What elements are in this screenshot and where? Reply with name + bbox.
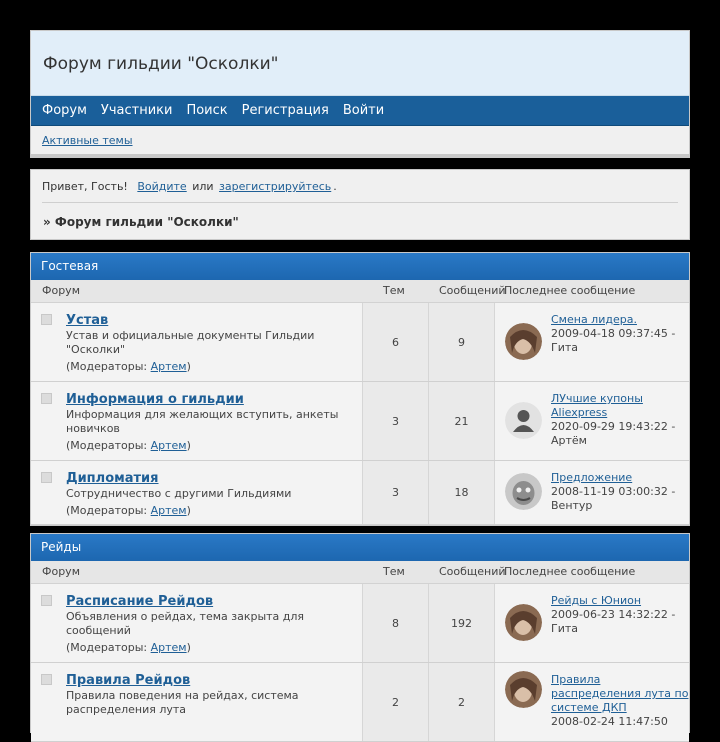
default-avatar-icon[interactable] (505, 402, 542, 439)
last-post-date: 2009-06-23 14:32:22 - (551, 608, 676, 621)
divider (42, 202, 678, 203)
forum-row (31, 303, 689, 382)
last-post-link[interactable]: Рейды с Юнион (551, 594, 642, 607)
nav-forum[interactable]: Форум (42, 103, 87, 118)
subnav (31, 126, 689, 147)
last-post (551, 392, 691, 448)
category-title[interactable]: Гостевая (31, 253, 689, 280)
post-count: 18 (428, 461, 494, 524)
last-post (551, 471, 691, 513)
last-post (551, 594, 691, 636)
category-title[interactable]: Рейды (31, 534, 689, 561)
moderator-link[interactable]: Артем (150, 439, 187, 452)
topic-count: 3 (362, 382, 428, 460)
col-last: Последнее сообщение (504, 284, 636, 297)
col-posts: Сообщений (439, 565, 506, 578)
last-post-author: Гита (551, 622, 579, 635)
topic-count: 3 (362, 461, 428, 524)
moderators (66, 504, 356, 518)
col-last: Последнее сообщение (504, 565, 636, 578)
nav-login[interactable]: Войти (342, 103, 385, 118)
post-count: 192 (428, 584, 494, 662)
col-topics: Тем (383, 284, 405, 297)
post-count: 9 (428, 303, 494, 381)
forum-status-icon (41, 595, 52, 606)
login-link[interactable]: Войдите (137, 180, 187, 193)
creature-avatar-icon[interactable] (505, 473, 542, 510)
girl-avatar-icon[interactable] (505, 604, 542, 641)
moderators (66, 641, 356, 655)
divider (31, 154, 689, 157)
greeting-line (42, 180, 337, 193)
forum-description (66, 610, 356, 655)
moderator-link[interactable]: Артем (150, 360, 187, 373)
last-post-author: Артём (551, 434, 587, 447)
col-forum: Форум (42, 565, 80, 578)
forum-link[interactable]: Расписание Рейдов (66, 594, 214, 609)
forum-row (31, 663, 689, 742)
forum-status-icon (41, 674, 52, 685)
nav-search[interactable]: Поиск (186, 103, 228, 118)
topic-count: 8 (362, 584, 428, 662)
forum-desc-text: Сотрудничество с другими Гильдиями (66, 487, 292, 500)
column-headers (31, 561, 689, 584)
register-link[interactable]: зарегистрируйтесь (219, 180, 332, 193)
main-nav (31, 96, 689, 126)
last-post-author: Вентур (551, 499, 593, 512)
greeting-panel (30, 169, 690, 240)
title-bar (31, 31, 689, 96)
girl-avatar-icon[interactable] (505, 671, 542, 708)
last-post-link[interactable]: ЛУчшие купоны Aliexpress (551, 392, 643, 419)
forum-desc-text: Устав и официальные документы Гильдии "Осколки" (66, 329, 315, 356)
col-forum: Форум (42, 284, 80, 297)
mods-label: (Модераторы: (66, 504, 151, 517)
last-post-author: Гита (551, 341, 579, 354)
period-text: . (333, 180, 337, 193)
category-raids (30, 533, 690, 733)
mods-label: (Модераторы: (66, 439, 151, 452)
mods-close: ) (186, 504, 191, 517)
forum-desc-text: Правила поведения на рейдах, система распределения лута (66, 689, 299, 716)
mods-label: (Модераторы: (66, 360, 151, 373)
category-guest (30, 252, 690, 526)
forum-description (66, 487, 356, 518)
forum-row (31, 584, 689, 663)
post-count: 21 (428, 382, 494, 460)
forum-status-icon (41, 472, 52, 483)
forum-description (66, 329, 356, 374)
forum-desc-text: Информация для желающих вступить, анкеты новичков (66, 408, 339, 435)
nav-register[interactable]: Регистрация (241, 103, 329, 118)
forum-status-icon (41, 393, 52, 404)
girl-avatar-icon[interactable] (505, 323, 542, 360)
post-count: 2 (428, 663, 494, 741)
col-topics: Тем (383, 565, 405, 578)
nav-members[interactable]: Участники (100, 103, 173, 118)
active-topics-link[interactable]: Активные темы (42, 134, 133, 147)
last-post-date: 2009-04-18 09:37:45 - (551, 327, 676, 340)
mods-close: ) (186, 360, 191, 373)
last-post-link[interactable]: Предложение (551, 471, 633, 484)
forum-desc-text: Объявления о рейдах, тема закрыта для сообщений (66, 610, 305, 637)
site-header (30, 30, 690, 158)
breadcrumb: » Форум гильдии "Осколки" (43, 215, 239, 229)
greeting-text: Привет, Гость! (42, 180, 128, 193)
forum-link[interactable]: Правила Рейдов (66, 673, 191, 688)
last-post (551, 673, 691, 729)
mods-label: (Модераторы: (66, 641, 151, 654)
last-post-date: 2008-11-19 03:00:32 - (551, 485, 676, 498)
moderators (66, 439, 356, 453)
last-post-link[interactable]: Правила распределения лута по системе ДКП (551, 673, 689, 714)
last-post-date: 2020-09-29 19:43:22 - (551, 420, 676, 433)
last-post (551, 313, 691, 355)
moderator-link[interactable]: Артем (150, 504, 187, 517)
column-headers (31, 280, 689, 303)
col-posts: Сообщений (439, 284, 506, 297)
forum-status-icon (41, 314, 52, 325)
forum-link[interactable]: Дипломатия (66, 471, 159, 486)
topic-count: 2 (362, 663, 428, 741)
site-title: Форум гильдии "Осколки" (43, 54, 279, 74)
mods-close: ) (186, 641, 191, 654)
forum-description (66, 408, 356, 453)
moderator-link[interactable]: Артем (150, 641, 187, 654)
forum-link[interactable]: Устав (66, 313, 109, 328)
mods-close: ) (186, 439, 191, 452)
or-text: или (192, 180, 214, 193)
last-post-date: 2008-02-24 11:47:50 (551, 715, 668, 728)
forum-row (31, 382, 689, 461)
forum-description (66, 689, 356, 717)
forum-row (31, 461, 689, 525)
topic-count: 6 (362, 303, 428, 381)
moderators (66, 360, 356, 374)
last-post-link[interactable]: Смена лидера. (551, 313, 637, 326)
forum-link[interactable]: Информация о гильдии (66, 392, 244, 407)
